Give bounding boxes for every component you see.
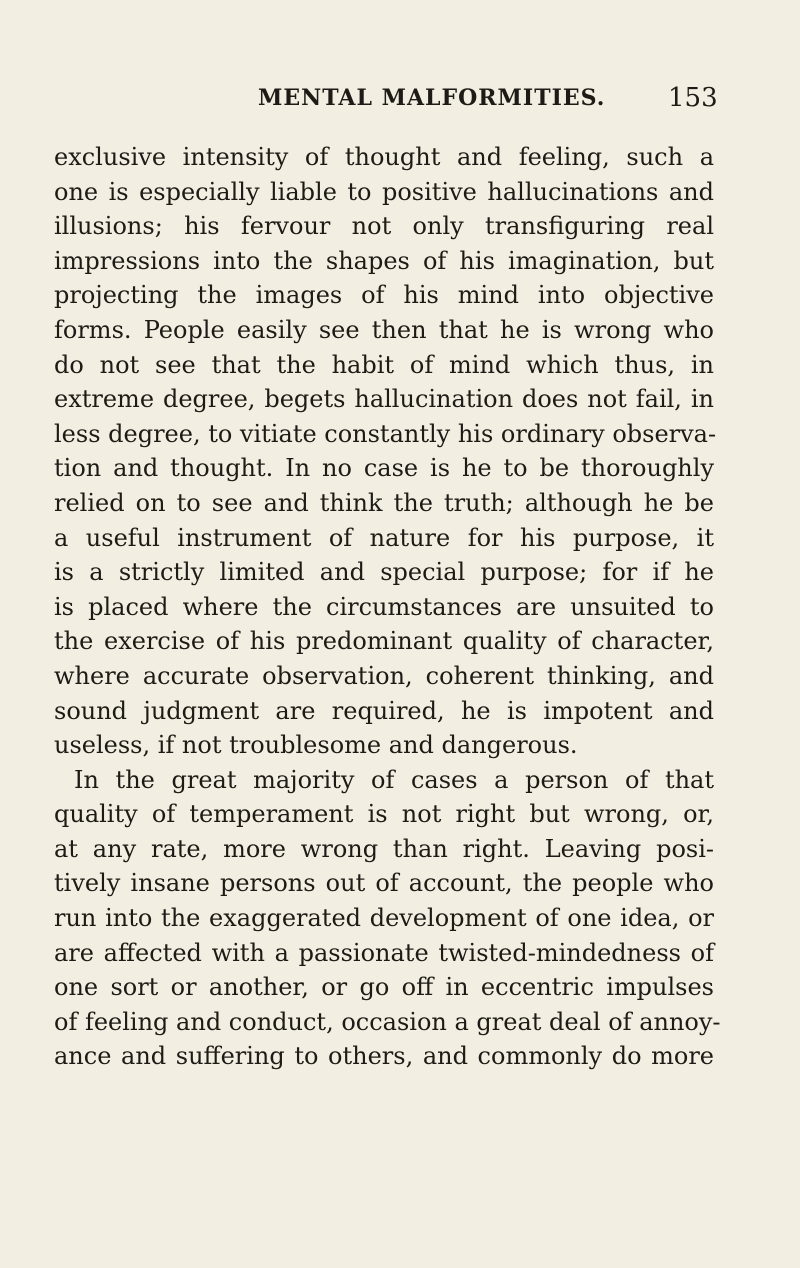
text-line: tively insane persons out of account, the people who <box>54 869 714 898</box>
text-line: forms. People easily see then that he is wrong who <box>54 315 714 344</box>
text-line: less degree, to vitiate constantly his ordinary observa- <box>54 419 717 448</box>
text-line: one is especially liable to positive hallucinations and <box>54 177 714 206</box>
text-line: impressions into the shapes of his imagination, but <box>54 246 714 275</box>
page-number: 153 <box>668 83 718 113</box>
text-line: In the great majority of cases a person of that <box>74 765 714 794</box>
page-header <box>0 85 800 115</box>
text-line: where accurate observation, coherent thinking, and <box>54 661 714 690</box>
text-line: useless, if not troublesome and dangerous. <box>54 731 578 760</box>
text-line: a useful instrument of nature for his purpose, it <box>54 523 714 552</box>
text-line: is a strictly limited and special purpose; for if he <box>54 558 714 587</box>
text-line: illusions; his fervour not only transfiguring real <box>54 212 714 241</box>
text-line: extreme degree, begets hallucination does not fail, in <box>54 385 714 414</box>
text-line: are affected with a passionate twisted-mindedness of <box>54 938 714 967</box>
text-line: relied on to see and think the truth; although he be <box>54 488 714 517</box>
text-line: do not see that the habit of mind which thus, in <box>54 350 714 379</box>
text-line: projecting the images of his mind into objective <box>54 281 714 310</box>
text-line: ance and suffering to others, and commonly do more <box>54 1042 714 1071</box>
paragraph-1 <box>54 140 717 763</box>
text-line: one sort or another, or go off in eccentric impulses <box>54 973 714 1002</box>
body-text <box>54 140 721 1074</box>
text-line: is placed where the circumstances are unsuited to <box>54 592 714 621</box>
text-line: the exercise of his predominant quality of character, <box>54 627 714 656</box>
text-line: sound judgment are required, he is impotent and <box>54 696 714 725</box>
text-line: quality of temperament is not right but wrong, or, <box>54 800 714 829</box>
text-line: at any rate, more wrong than right. Leaving posi- <box>54 834 714 863</box>
text-line: exclusive intensity of thought and feeling, such a <box>54 143 714 171</box>
text-line: of feeling and conduct, occasion a great deal of annoy- <box>54 1007 721 1036</box>
text-line: tion and thought. In no case is he to be thoroughly <box>54 454 714 483</box>
running-title: MENTAL MALFORMITIES. <box>258 85 606 111</box>
text-line: run into the exaggerated development of one idea, or <box>54 904 714 933</box>
paragraph-2 <box>54 763 721 1074</box>
